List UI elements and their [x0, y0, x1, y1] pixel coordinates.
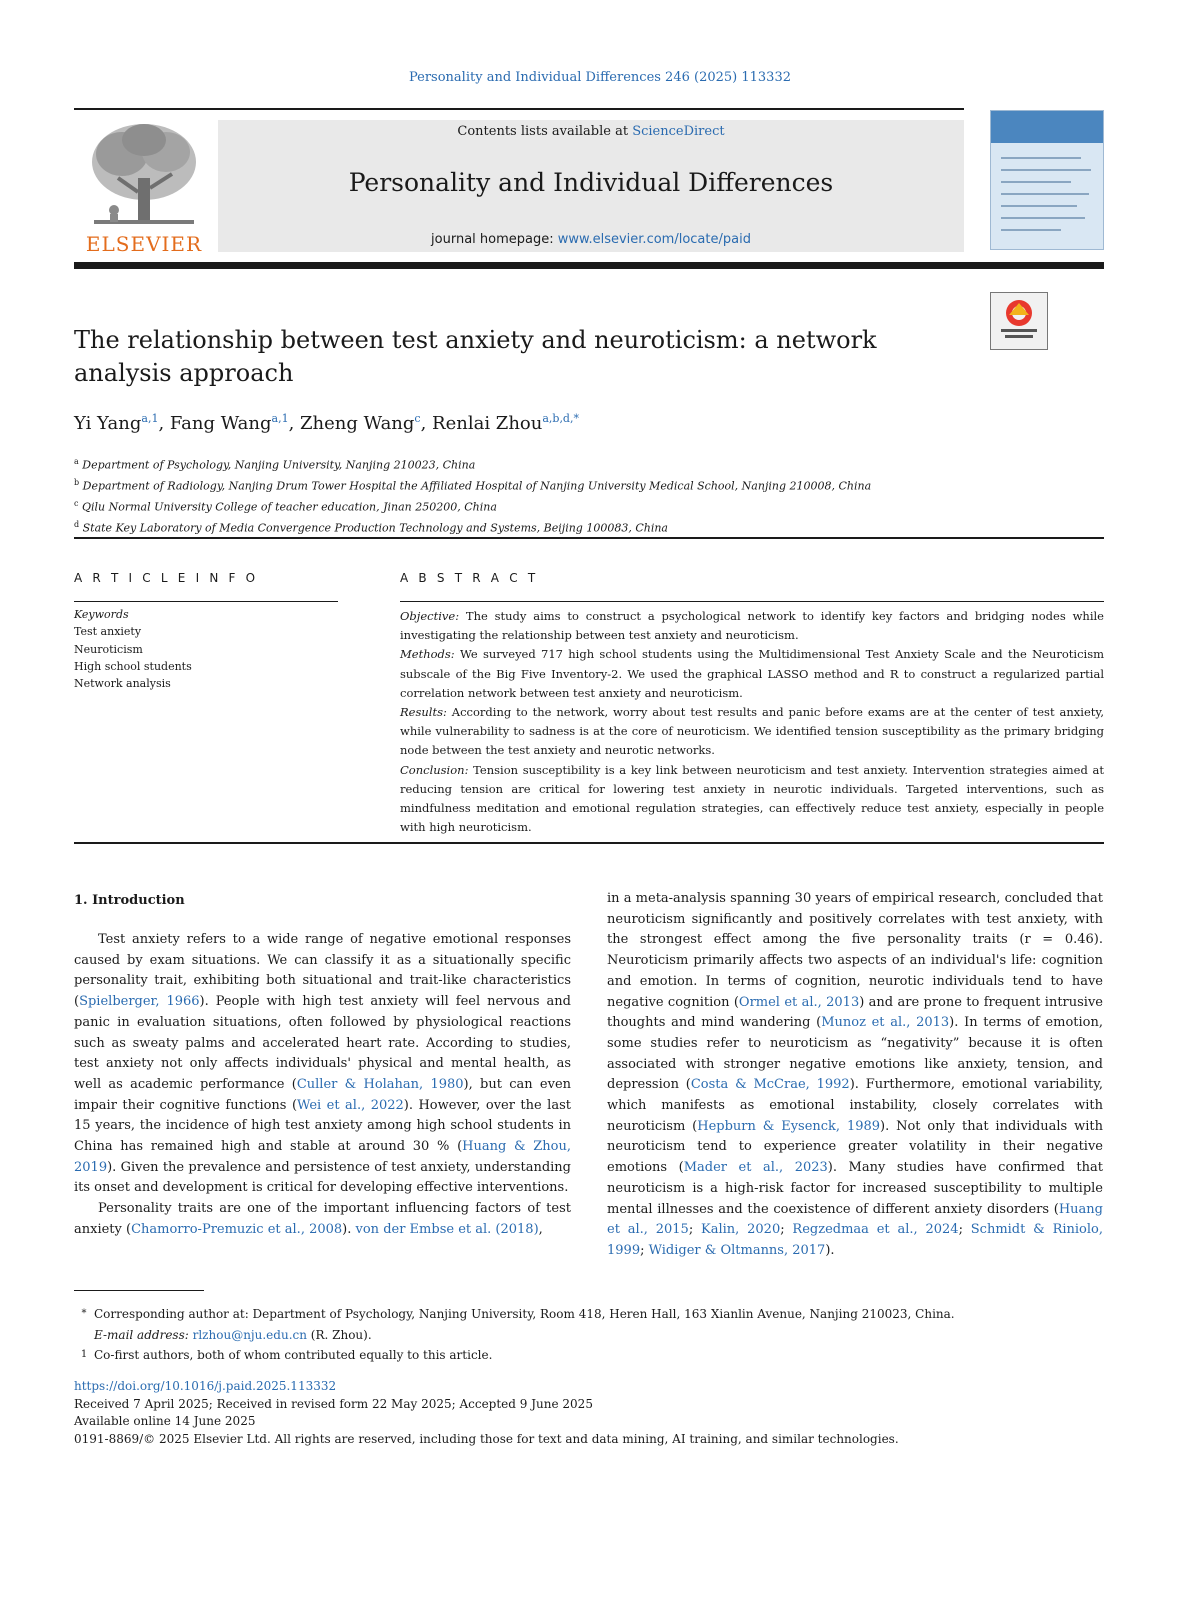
affiliation-text: Qilu Normal University College of teacher education, Jinan 250200, China: [78, 500, 497, 514]
info-rule-bottom: [74, 842, 1104, 844]
body-column-left: [74, 930, 571, 1241]
co-first-author-text: Co-first authors, both of whom contributed equally to this article.: [94, 1348, 493, 1362]
intro-paragraph: [74, 1199, 571, 1240]
paragraph-text: ). Given the prevalence and persistence of test anxiety, understanding its onset and development is critical for developing effective interventions.: [74, 1159, 571, 1196]
paragraph-text: ). In terms of emotion, some studies refer to neuroticism as “negativity” because it is often associated with stronger negative emotions like anxiety, tension, and depression (: [607, 1015, 1103, 1093]
corresponding-author-note: [74, 1304, 1104, 1325]
check-for-updates-icon[interactable]: [990, 292, 1048, 350]
article-info-heading: A R T I C L E I N F O: [74, 571, 259, 585]
author-name: Yi Yang: [74, 413, 142, 434]
citation-link[interactable]: Schmidt & Riniolo, 1999: [607, 1222, 1103, 1258]
doi-link[interactable]: https://doi.org/10.1016/j.paid.2025.113332: [74, 1379, 337, 1393]
citation-link[interactable]: Spielberger, 1966: [79, 994, 200, 1010]
paragraph-text: ). Furthermore, emotional variability, which manifests as emotional instability, closely correlates with neuroticism (: [607, 1077, 1103, 1134]
affiliation-mark: b: [74, 477, 80, 487]
citation-link[interactable]: Hepburn & Eysenck, 1989: [697, 1118, 881, 1134]
author-separator: ,: [420, 413, 433, 434]
paragraph-text: ). Many studies have confirmed that neuroticism is a high-risk factor for increased susceptibility to multiple mental illnesses and the coexistence of different anxiety disorders (: [607, 1160, 1103, 1217]
history-dates: Received 7 April 2025; Received in revised form 22 May 2025; Accepted 9 June 2025: [74, 1396, 593, 1411]
abstract-text: The study aims to construct a psychological network to identify key factors and bridging nodes while investigating the relationship between test anxiety and neuroticism.: [400, 609, 1104, 643]
affiliation-mark: d: [74, 519, 80, 529]
introduction-heading: 1. Introduction: [74, 893, 185, 908]
author-list: [74, 412, 974, 434]
abstract-label: Objective:: [400, 609, 460, 623]
affiliation: [74, 453, 1074, 474]
citation-link[interactable]: von der Embse et al. (2018): [355, 1221, 539, 1237]
keywords-label: Keywords: [74, 608, 129, 621]
copyright-line: 0191-8869/© 2025 Elsevier Ltd. All rights are reserved, including those for text and data mining, AI training, and similar technologies.: [74, 1431, 899, 1446]
author-affiliation-mark[interactable]: a,b,d,*: [542, 412, 579, 425]
citation-link[interactable]: Kalin, 2020: [701, 1222, 781, 1238]
journal-reference[interactable]: Personality and Individual Differences 246 (2025) 113332: [408, 70, 791, 85]
abstract-label: Methods:: [400, 647, 455, 662]
abstract-text: Tension susceptibility is a key link between neuroticism and test anxiety. Intervention strategies aimed at reducing tension are critical for lowering test anxiety in neurotic individuals. Targeted interventions, such as mindfulness meditation and emotional regulation strategies, can effectively reduce test anxiety, especially in people with high neuroticism.: [400, 762, 1104, 835]
keywords-block: [74, 606, 338, 692]
paragraph-text: ).: [342, 1221, 356, 1237]
header-bottom-rule: [74, 262, 1104, 269]
contents-line: [218, 124, 964, 139]
affiliation: [74, 516, 1074, 537]
footnote-mark: 1: [80, 1349, 88, 1360]
homepage-prefix: journal homepage:: [431, 232, 558, 247]
citation-link[interactable]: Chamorro-Premuzic et al., 2008: [131, 1221, 343, 1237]
journal-header-band: [218, 120, 964, 252]
keyword-list: [74, 623, 338, 692]
keyword: High school students: [74, 659, 192, 673]
footnote-rule: [74, 1290, 204, 1291]
paragraph-text: ). However, over the last 15 years, the incidence of high test anxiety among high school students in China has remained high and stable at around 30 % (: [74, 1097, 571, 1155]
paragraph-text: ) and are prone to frequent intrusive thoughts and mind wandering (: [607, 994, 1103, 1031]
co-first-author-note: [74, 1345, 1104, 1366]
keyword: Test anxiety: [74, 625, 142, 639]
elsevier-wordmark: ELSEVIER: [85, 232, 203, 256]
citation-link[interactable]: Regzedmaa et al., 2024: [792, 1222, 959, 1238]
affiliation: [74, 495, 1074, 516]
abstract-heading: A B S T R A C T: [400, 571, 539, 585]
keyword: Neuroticism: [74, 642, 143, 656]
abstract-body: [400, 607, 1104, 837]
citation-link[interactable]: Munoz et al., 2013: [821, 1015, 950, 1031]
email-label: E-mail address:: [94, 1327, 189, 1342]
paragraph-text: ), but can even impair their cognitive functions (: [74, 1076, 572, 1113]
corresponding-author-text: Corresponding author at: Department of Psychology, Nanjing University, Room 418, Heren Hall, 163 Xianlin Avenue, Nanjing 210023, China.: [94, 1307, 955, 1321]
paragraph-text: ,: [538, 1221, 543, 1237]
homepage-line: [218, 232, 964, 247]
affiliation-list: [74, 453, 1074, 537]
affiliation-text: Department of Radiology, Nanjing Drum Tower Hospital the Affiliated Hospital of Nanjing University Medical School, Nanjing 210008, China: [79, 479, 872, 493]
citation-link[interactable]: Wei et al., 2022: [297, 1097, 404, 1113]
affiliation: [74, 474, 1074, 495]
header-top-rule: [74, 108, 964, 110]
paragraph-text: ;: [688, 1222, 702, 1238]
citation-link[interactable]: Huang et al., 2015: [607, 1201, 1103, 1238]
paragraph-text: ). People with high test anxiety will feel nervous and panic in evaluation situations, often followed by physiological reactions such as sweaty palms and accelerated heart rate. According to studies, test anxiety not only affects individuals' physical and mental health, as well as academic performance (: [74, 994, 571, 1092]
citation-link[interactable]: Culler & Holahan, 1980: [296, 1076, 464, 1092]
author-separator: ,: [288, 413, 301, 434]
journal-homepage-link[interactable]: www.elsevier.com/locate/paid: [557, 232, 751, 247]
paragraph-text: ). Not only that individuals with neuroticism tend to experience greater volatility in their negative emotions (: [607, 1118, 1103, 1176]
abstract-paragraph: [400, 703, 1104, 761]
email-suffix: (R. Zhou).: [306, 1327, 372, 1342]
body-column-right: [607, 889, 1103, 1262]
article-title: The relationship between test anxiety and neuroticism: a network analysis approach: [74, 326, 877, 387]
abstract-paragraph: [400, 607, 1104, 645]
info-rule-top: [74, 537, 1104, 539]
abstract-rule: [400, 601, 1104, 602]
sciencedirect-link[interactable]: ScienceDirect: [632, 124, 725, 139]
footnote-mark: *: [81, 1308, 87, 1319]
author-affiliation-mark[interactable]: a,1: [141, 412, 159, 425]
paragraph-text: ).: [825, 1242, 835, 1258]
email-note: [74, 1325, 1104, 1346]
intro-paragraph: [607, 889, 1103, 1262]
journal-name: Personality and Individual Differences: [348, 168, 834, 197]
author-separator: ,: [158, 413, 170, 434]
abstract-paragraph: [400, 645, 1104, 703]
author-affiliation-mark[interactable]: a,1: [271, 412, 289, 425]
affiliation-text: Department of Psychology, Nanjing University, Nanjing 210023, China: [78, 458, 476, 472]
abstract-label: Results:: [400, 705, 447, 720]
publication-info: [74, 1378, 1104, 1448]
contents-prefix: Contents lists available at: [457, 124, 633, 139]
paragraph-text: ;: [958, 1222, 971, 1238]
email-link[interactable]: rlzhou@nju.edu.cn: [192, 1327, 307, 1342]
paragraph-text: ;: [780, 1222, 793, 1238]
footnotes: [74, 1304, 1104, 1366]
abstract-paragraph: [400, 761, 1104, 838]
intro-paragraph: [74, 930, 571, 1199]
author-name: Renlai Zhou: [432, 413, 543, 434]
citation-link[interactable]: Ormel et al., 2013: [738, 994, 860, 1010]
abstract-text: We surveyed 717 high school students using the Multidimensional Test Anxiety Scale and the Neuroticism subscale of the Big Five Inventory-2. We used the graphical LASSO method and R to construct a regularized partial correlation network between test anxiety and neuroticism.: [400, 647, 1104, 700]
affiliation-mark: a: [74, 457, 79, 466]
paragraph-text: Personality traits are one of the important influencing factors of test anxiety (: [74, 1201, 571, 1237]
available-online: Available online 14 June 2025: [74, 1414, 256, 1428]
citation-link[interactable]: Widiger & Oltmanns, 2017: [648, 1242, 826, 1258]
author-name: Fang Wang: [169, 413, 272, 434]
keyword: Network analysis: [74, 677, 171, 691]
affiliation-mark: c: [74, 498, 79, 508]
citation-link[interactable]: Mader et al., 2023: [683, 1160, 828, 1176]
paragraph-text: in a meta-analysis spanning 30 years of empirical research, concluded that neuroticism significantly and positively correlates with test anxiety, with the strongest effect among the five personality traits (r = 0.46). Neuroticism primarily affects two aspects of an individual's life: cognition and emotion. In terms of cognition, neurotic individuals tend to have negative cognition (: [607, 891, 1103, 1010]
journal-cover-thumbnail[interactable]: [990, 110, 1104, 250]
abstract-label: Conclusion:: [400, 762, 469, 777]
affiliation-text: State Key Laboratory of Media Convergence Production Technology and Systems, Beijing 100083, China: [79, 521, 668, 535]
citation-link[interactable]: Costa & McCrae, 1992: [690, 1077, 850, 1093]
citation-link[interactable]: Huang & Zhou, 2019: [74, 1139, 571, 1175]
paragraph-text: ;: [640, 1242, 649, 1258]
author-name: Zheng Wang: [300, 413, 415, 434]
abstract-text: According to the network, worry about test results and panic before exams are at the center of test anxiety, while vulnerability to sadness is at the core of neuroticism. We identified tension susceptibility as the primary bridging node between the test anxiety and neurotic networks.: [400, 705, 1104, 758]
paragraph-text: Test anxiety refers to a wide range of negative emotional responses caused by exam situations. We can classify it as a situationally specific personality trait, exhibiting both situational and trait-like characteristics (: [74, 932, 571, 1010]
article-info-rule: [74, 601, 338, 602]
author-affiliation-mark[interactable]: c: [414, 412, 421, 425]
